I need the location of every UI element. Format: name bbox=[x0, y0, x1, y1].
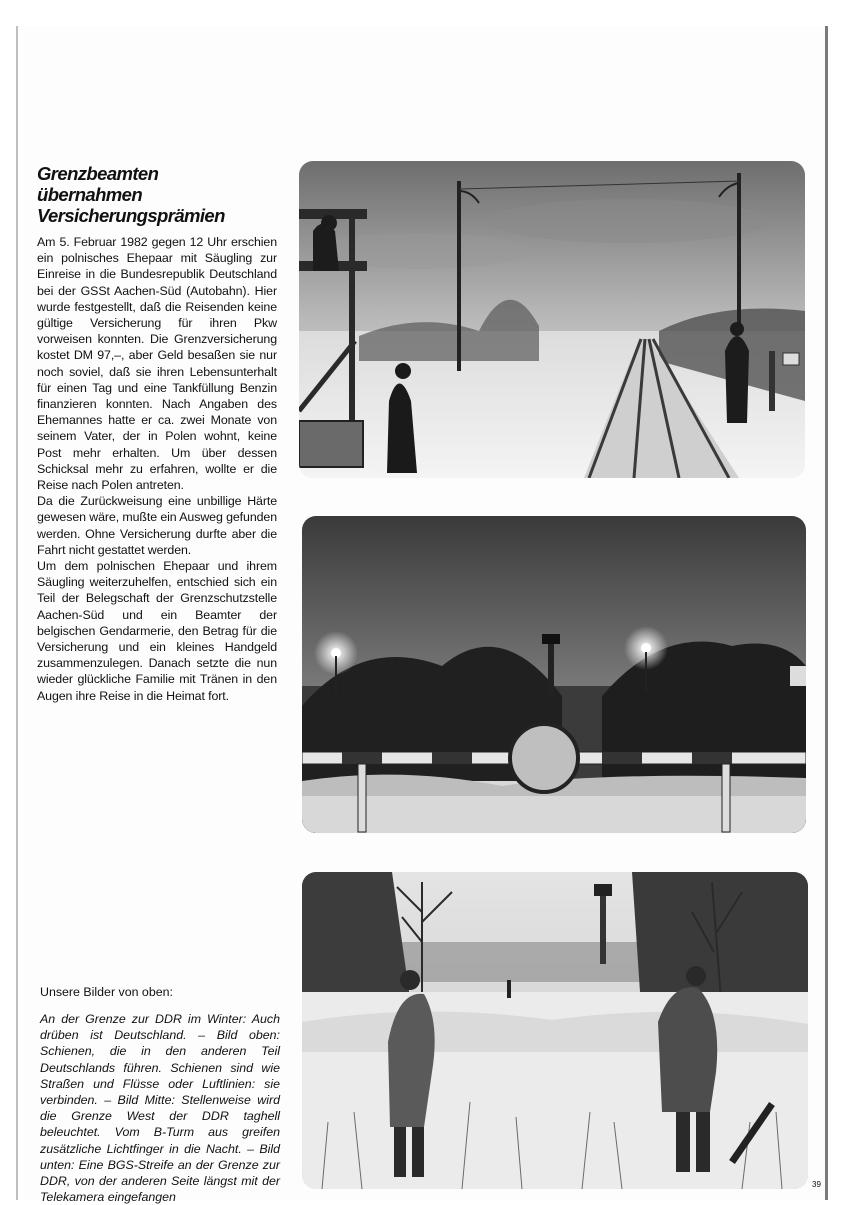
photo-railway-winter bbox=[299, 161, 805, 478]
caption-title: Unsere Bilder von oben: bbox=[40, 985, 173, 999]
article-heading bbox=[37, 163, 287, 226]
article-paragraph: Da die Zurückweisung eine unbillige Härte gewesen wäre, mußte ein Ausweg gefunden werden. Ohne Versicherung durfte aber die Fahrt nicht gestattet werden. bbox=[37, 494, 277, 557]
article-paragraph: Um dem polnischen Ehepaar und ihrem Säugling weiterzuhelfen, entschied sich ein Teil der Belegschaft der Grenzschutzstelle Aachen-Süd und ein Beamter der belgischen Gendarmerie, den Betrag für die Versicherung und ein kleines Handgeld zusammenzulegen. Danach setzte die nun wieder glückliche Familie mit Tränen in den Augen ihre Reise in die Heimat fort. bbox=[37, 559, 277, 703]
heading-line: Grenzbeamten bbox=[37, 163, 159, 184]
page-number: 39 bbox=[812, 1180, 821, 1189]
heading-line: Versicherungsprämien bbox=[37, 205, 225, 226]
heading-line: übernahmen bbox=[37, 184, 143, 205]
article-paragraph: Am 5. Februar 1982 gegen 12 Uhr erschien ein polnisches Ehepaar mit Säugling zur Einreise in die Bundesrepublik Deutschland bei der GSSt Aachen-Süd (Autobahn). Hier wurde festgestellt, daß die Reisenden keine gültige Versicherung für ihren Pkw vorweisen konnten. Die Grenzversicherung kostet DM 97,–, aber Geld besaßen sie nur noch soviel, daß sie ihren Lebensunterhalt für einen Tag und eine Tankfüllung Benzin finanzieren konnten. Nach Angaben des Ehemannes hatte er ca. zwei Monate von seinem Vater, der in Polen wohnt, keine Post mehr erhalten. Um über dessen Schicksal mehr zu erfahren, wollte er die Reise nach Polen antreten. bbox=[37, 235, 277, 493]
caption-text: An der Grenze zur DDR im Winter: Auch drüben ist Deutschland. – Bild oben: Schienen, die in den anderen Teil Deutschlands führen. Schienen sind wie Straßen und Flüsse oder Luftlinien: sie verbinden. – Bild Mitte: Stellenweise wird die Grenze West der DDR taghell beleuchtet. Vom B-Turm aus greifen zusätzliche Lichtfinger in die Nacht. – Bild unten: Eine BGS-Streife an der Grenze zur DDR, von der anderen Seite längst mit der Telekamera eingefangen bbox=[40, 1012, 280, 1205]
photo-border-night bbox=[302, 516, 806, 833]
photo-bgs-patrol bbox=[302, 872, 808, 1189]
article-body bbox=[37, 234, 277, 704]
